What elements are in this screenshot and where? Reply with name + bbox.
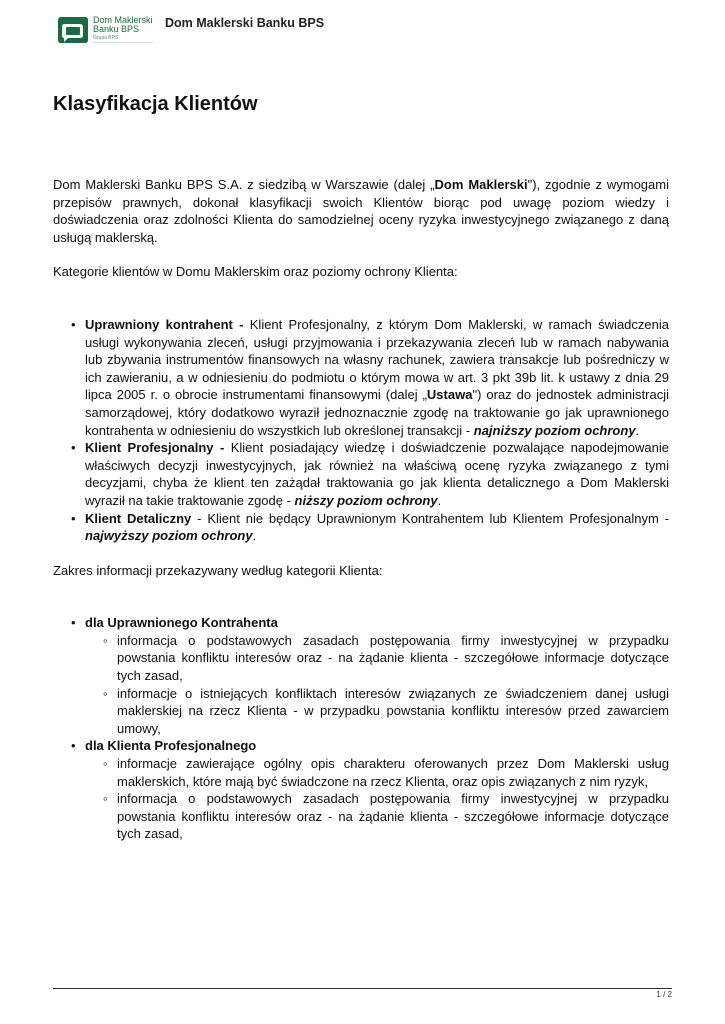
document-body bbox=[53, 176, 669, 860]
page-header bbox=[55, 12, 675, 48]
company-logo bbox=[55, 16, 155, 52]
scope-intro: Zakres informacji przekazywany według kategorii Klienta: bbox=[53, 562, 383, 578]
list-item: • dla Uprawnionego Kontrahenta ◦ informacja o podstawowych zasadach postępowania firmy inwestycyjnej w przypadku powstania konfliktu interesów oraz - na żądanie klienta - szczegółowe informacje dotyczące tych zasad, ◦ informacje o istniejących konfliktach interesów związanych ze świadczeniem danej usługi maklerskiej na rzecz Klienta - w przypadku powstania konfliktu interesów przed zawarciem umowy, bbox=[85, 614, 669, 737]
list-item: ◦ informacja o podstawowych zasadach postępowania firmy inwestycyjnej w przypadku powstania konfliktu interesów oraz - na żądanie klienta - szczegółowe informacje dotyczące tych zasad, bbox=[117, 632, 669, 685]
header-title: Dom Maklerski Banku BPS bbox=[165, 16, 325, 30]
categories-list bbox=[53, 316, 669, 545]
page-title: Klasyfikacja Klientów bbox=[53, 93, 258, 115]
logo-text: Dom Maklerski Banku BPS Grupa BPS bbox=[93, 15, 153, 41]
page-number: 1 / 2 bbox=[656, 990, 672, 999]
sub-list bbox=[85, 755, 669, 843]
list-item: • Klient Detaliczny - Klient nie będący Uprawnionym Kontrahentem lub Klientem Profesjonalnym -najwyższy poziom ochrony. bbox=[85, 510, 669, 545]
footer-divider bbox=[53, 988, 672, 989]
list-item: • Klient Profesjonalny - Klient posiadający wiedzę i doświadczenie pozwalające napodejmowanie właściwych decyzji inwestycyjnych, jak również na właściwą ocenę ryzyka związanego z tymi decyzjami, chyba że klient ten zażądał traktowania go jak klienta detalicznego a Dom Maklerski wyraził na takie traktowanie zgodę - niższy poziom ochrony. bbox=[85, 439, 669, 509]
sub-list bbox=[85, 632, 669, 738]
list-item: • Uprawniony kontrahent - Klient Profesjonalny, z którym Dom Maklerski, w ramach świadczenia usługi wykonywania zleceń, usługi przyjmowania i przekazywania zleceń lub w ramach nabywania lub zbywania instrumentów finansowych na własny rachunek, zawiera transakcje lub pośredniczy w ich zawieraniu, a w odniesieniu do podmiotu o którym mowa w art. 3 pkt 39b lit. k ustawy z dnia 29 lipca 2005 r. o obrocie instrumentami finansowymi (dalej „Ustawa") oraz do jednostek administracji samorządowej, który dodatkowo wyraził jednoznacznie zgodę na traktowanie go jak uprawnionego kontrahenta w odniesieniu do wszystkich lub określonej transakcji - najniższy poziom ochrony. bbox=[85, 316, 669, 439]
scope-list bbox=[53, 614, 669, 843]
list-item: ◦ informacje o istniejących konfliktach interesów związanych ze świadczeniem danej usługi maklerskiej na rzecz Klienta - w przypadku powstania konfliktu interesów przed zawarciem umowy, bbox=[117, 685, 669, 738]
list-item: ◦ informacja o podstawowych zasadach postępowania firmy inwestycyjnej w przypadku powstania konfliktu interesów oraz - na żądanie klienta - szczegółowe informacje dotyczące tych zasad, bbox=[117, 790, 669, 843]
logo-underline bbox=[93, 42, 153, 43]
list-item: ◦ informacje zawierające ogólny opis charakteru oferowanych przez Dom Maklerski usług maklerskich, które mają być świadczone na rzecz Klienta, oraz opis związanych z nim ryzyk, bbox=[117, 755, 669, 790]
intro-paragraph: Dom Maklerski Banku BPS S.A. z siedzibą w Warszawie (dalej „Dom Maklerski"), zgodnie z wymogami przepisów prawnych, dokonał klasyfikacji swoich Klientów biorąc pod uwagę poziom wiedzy i doświadczenia oraz zdolności Klienta do samodzielnej oceny ryzyka inwestycyjnego związanego z daną usługą maklerską. bbox=[53, 177, 669, 245]
logo-emblem-icon bbox=[55, 16, 89, 44]
categories-intro: Kategorie klientów w Domu Maklerskim oraz poziomy ochrony Klienta: bbox=[53, 264, 458, 280]
list-item: • dla Klienta Profesjonalnego ◦ informacje zawierające ogólny opis charakteru oferowanych przez Dom Maklerski usług maklerskich, które mają być świadczone na rzecz Klienta, oraz opis związanych z nim ryzyk, ◦ informacja o podstawowych zasadach postępowania firmy inwestycyjnej w przypadku powstania konfliktu interesów oraz - na żądanie klienta - szczegółowe informacje dotyczące tych zasad, bbox=[85, 737, 669, 843]
